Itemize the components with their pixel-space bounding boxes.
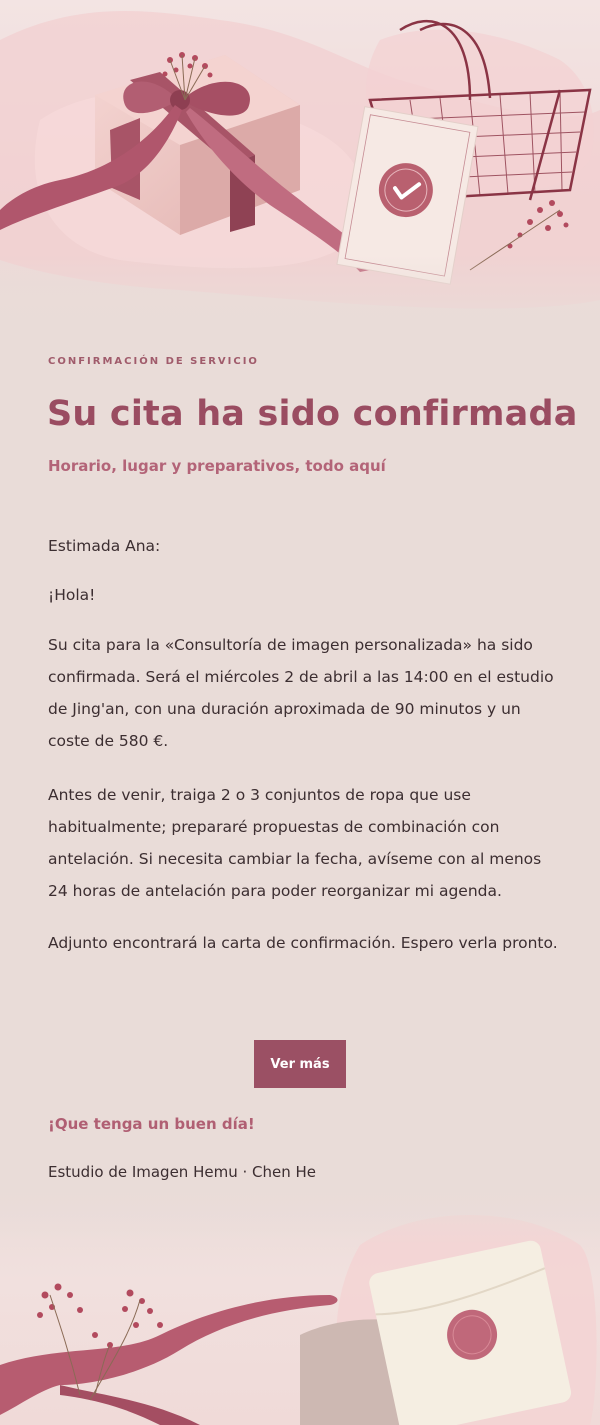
page-title: Su cita ha sido confirmada: [47, 394, 578, 434]
paragraph-preparation: Antes de venir, traiga 2 o 3 conjuntos de ropa que use habitualmente; prepararé propuestas de combinación con antelación. Si necesita cambiar la fecha, avíseme con al menos 24 horas de antelación para poder reorganizar mi agenda.: [48, 786, 542, 900]
closing-line: ¡Que tenga un buen día!: [48, 1115, 255, 1133]
eyebrow-label: CONFIRMACIÓN DE SERVICIO: [48, 356, 259, 367]
hello-line: ¡Hola!: [48, 586, 96, 604]
paragraph-appointment: Su cita para la «Consultoría de imagen personalizada» ha sido confirmada. Será el miércoles 2 de abril a las 14:00 en el estudio de Jing'an, con una duración aproximada de 90 minutos y un coste de 580 €.: [48, 636, 554, 750]
page-subtitle: Horario, lugar y preparativos, todo aquí: [48, 457, 386, 475]
greeting: Estimada Ana:: [48, 537, 161, 555]
signature: Estudio de Imagen Hemu · Chen He: [48, 1163, 317, 1181]
hero-illustration: [0, 0, 600, 340]
footer-illustration: [0, 1185, 600, 1425]
see-more-button[interactable]: Ver más: [254, 1040, 346, 1088]
footer-image: [0, 1185, 600, 1425]
paragraph-attachment: Adjunto encontrará la carta de confirmación. Espero verla pronto.: [48, 934, 558, 952]
hero-image: [0, 0, 600, 340]
